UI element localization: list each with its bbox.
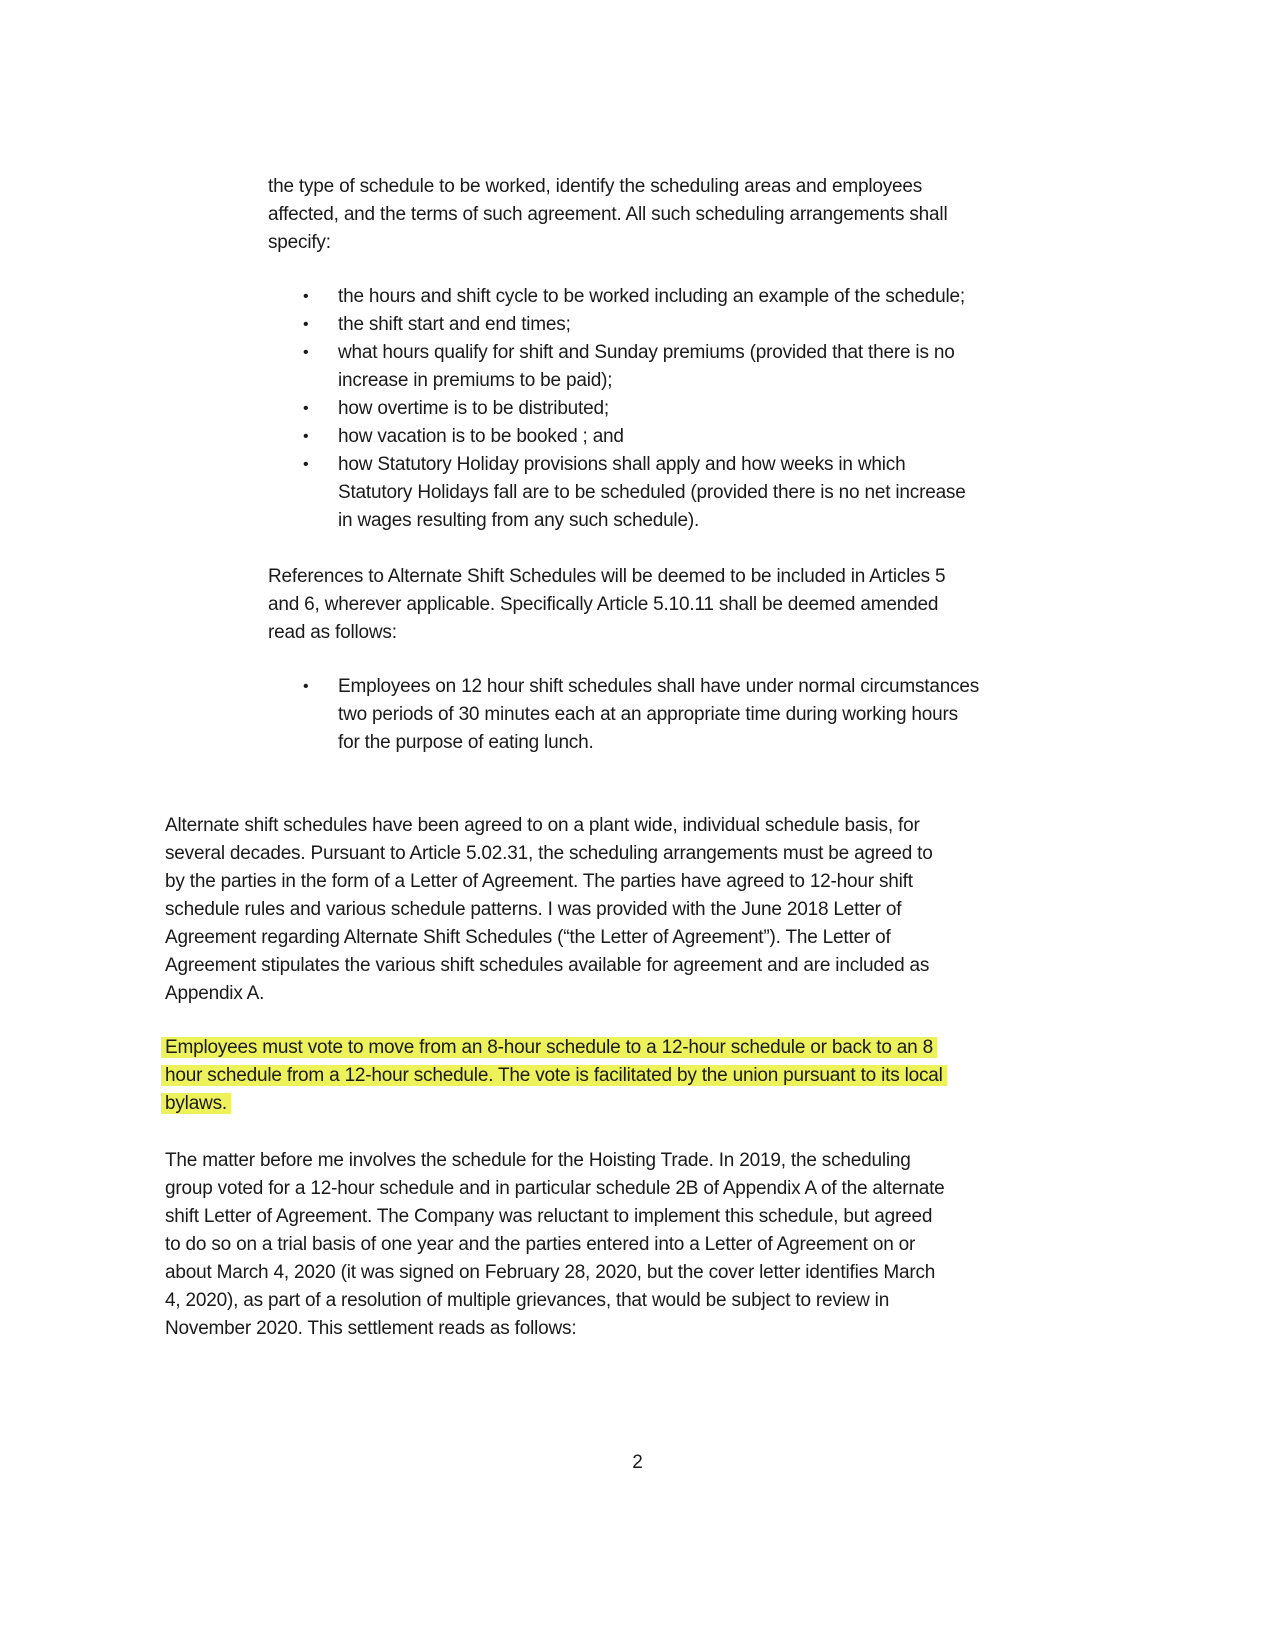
- paragraph-line: [165, 952, 933, 980]
- paragraph-line: [268, 173, 947, 201]
- text-line: what hours qualify for shift and Sunday premiums (provided that there is no: [338, 342, 955, 363]
- text-line: Agreement stipulates the various shift schedules available for agreement and are included as: [165, 955, 930, 976]
- bullet-dot-icon: •: [303, 678, 309, 695]
- text-line: 4, 2020), as part of a resolution of multiple grievances, that would be subject to review in: [165, 1290, 890, 1311]
- bullet-list-item: [303, 395, 966, 423]
- bullet-dot-icon: •: [303, 400, 309, 417]
- text-line: how vacation is to be booked ; and: [338, 426, 624, 447]
- text-line: about March 4, 2020 (it was signed on February 28, 2020, but the cover letter identifies March: [165, 1262, 936, 1283]
- text-line: hour schedule from a 12-hour schedule. The vote is facilitated by the union pursuant to its local: [161, 1065, 947, 1086]
- paragraph-line: [165, 1231, 945, 1259]
- text-line: for the purpose of eating lunch.: [338, 732, 594, 753]
- text-line: References to Alternate Shift Schedules will be deemed to be included in Articles 5: [268, 566, 946, 587]
- bullet-list-item: [303, 423, 966, 451]
- text-line: Employees on 12 hour shift schedules shall have under normal circumstances: [338, 676, 980, 697]
- paragraph-line: [165, 924, 933, 952]
- text-line: Statutory Holidays fall are to be scheduled (provided there is no net increase: [338, 482, 966, 503]
- highlighted-paragraph: [165, 1034, 947, 1118]
- paragraph-line: [165, 840, 933, 868]
- paragraph-line: [165, 1062, 947, 1090]
- paragraph-line: [268, 619, 945, 647]
- text-line: in wages resulting from any such schedule).: [338, 510, 700, 531]
- paragraph-line: [268, 201, 947, 229]
- paragraph-line: [268, 229, 947, 257]
- text-line: Alternate shift schedules have been agreed to on a plant wide, individual schedule basis, for: [165, 815, 920, 836]
- bullet-list: [303, 283, 966, 535]
- paragraph-line: [165, 896, 933, 924]
- text-line: Agreement regarding Alternate Shift Schedules (“the Letter of Agreement”). The Letter of: [165, 927, 891, 948]
- bullet-list-item: [303, 451, 966, 535]
- text-line: November 2020. This settlement reads as follows:: [165, 1318, 577, 1339]
- text-line: shift Letter of Agreement. The Company was reluctant to implement this schedule, but agreed: [165, 1206, 933, 1227]
- text-line: several decades. Pursuant to Article 5.02.31, the scheduling arrangements must be agreed to: [165, 843, 933, 864]
- text-line: to do so on a trial basis of one year and the parties entered into a Letter of Agreement on or: [165, 1234, 916, 1255]
- bullet-dot-icon: •: [303, 456, 309, 473]
- text-line: Employees must vote to move from an 8-hour schedule to a 12-hour schedule or back to an 8: [161, 1037, 937, 1058]
- text-line: the type of schedule to be worked, identify the scheduling areas and employees: [268, 176, 923, 197]
- paragraph-line: [165, 1147, 945, 1175]
- paragraph-line: [165, 1175, 945, 1203]
- paragraph-line: [165, 812, 933, 840]
- paragraph-line: [165, 1090, 947, 1118]
- bullet-list-item: [303, 673, 980, 757]
- paragraph-line: [268, 591, 945, 619]
- paragraph-line: [165, 980, 933, 1008]
- text-line: The matter before me involves the schedule for the Hoisting Trade. In 2019, the scheduling: [165, 1150, 911, 1171]
- paragraph: [268, 173, 947, 257]
- bullet-list-item: [303, 339, 966, 395]
- bullet-list: [303, 673, 980, 757]
- paragraph-line: [165, 868, 933, 896]
- bullet-list-item: [303, 311, 966, 339]
- text-line: two periods of 30 minutes each at an appropriate time during working hours: [338, 704, 958, 725]
- bullet-dot-icon: •: [303, 344, 309, 361]
- text-line: specify:: [268, 232, 331, 253]
- bullet-dot-icon: •: [303, 288, 309, 305]
- paragraph-line: [165, 1315, 945, 1343]
- text-line: read as follows:: [268, 622, 397, 643]
- paragraph-line: [165, 1287, 945, 1315]
- paragraph: [165, 1147, 945, 1343]
- text-line: bylaws.: [161, 1093, 231, 1114]
- text-line: increase in premiums to be paid);: [338, 370, 613, 391]
- paragraph: [165, 812, 933, 1008]
- paragraph-line: [165, 1203, 945, 1231]
- page-number: 2: [632, 1452, 643, 1473]
- text-line: by the parties in the form of a Letter of Agreement. The parties have agreed to 12-hour shift: [165, 871, 913, 892]
- text-line: group voted for a 12-hour schedule and in particular schedule 2B of Appendix A of the alternate: [165, 1178, 945, 1199]
- text-line: how overtime is to be distributed;: [338, 398, 609, 419]
- text-line: schedule rules and various schedule patterns. I was provided with the June 2018 Letter of: [165, 899, 902, 920]
- text-line: affected, and the terms of such agreement. All such scheduling arrangements shall: [268, 204, 948, 225]
- paragraph-line: [165, 1034, 947, 1062]
- bullet-list-item: [303, 283, 966, 311]
- text-line: how Statutory Holiday provisions shall apply and how weeks in which: [338, 454, 906, 475]
- paragraph: [268, 563, 945, 647]
- text-line: the hours and shift cycle to be worked including an example of the schedule;: [338, 286, 965, 307]
- text-line: and 6, wherever applicable. Specifically Article 5.10.11 shall be deemed amended: [268, 594, 939, 615]
- text-line: the shift start and end times;: [338, 314, 571, 335]
- paragraph-line: [165, 1259, 945, 1287]
- text-line: Appendix A.: [165, 983, 265, 1004]
- paragraph-line: [268, 563, 945, 591]
- bullet-dot-icon: •: [303, 316, 309, 333]
- bullet-dot-icon: •: [303, 428, 309, 445]
